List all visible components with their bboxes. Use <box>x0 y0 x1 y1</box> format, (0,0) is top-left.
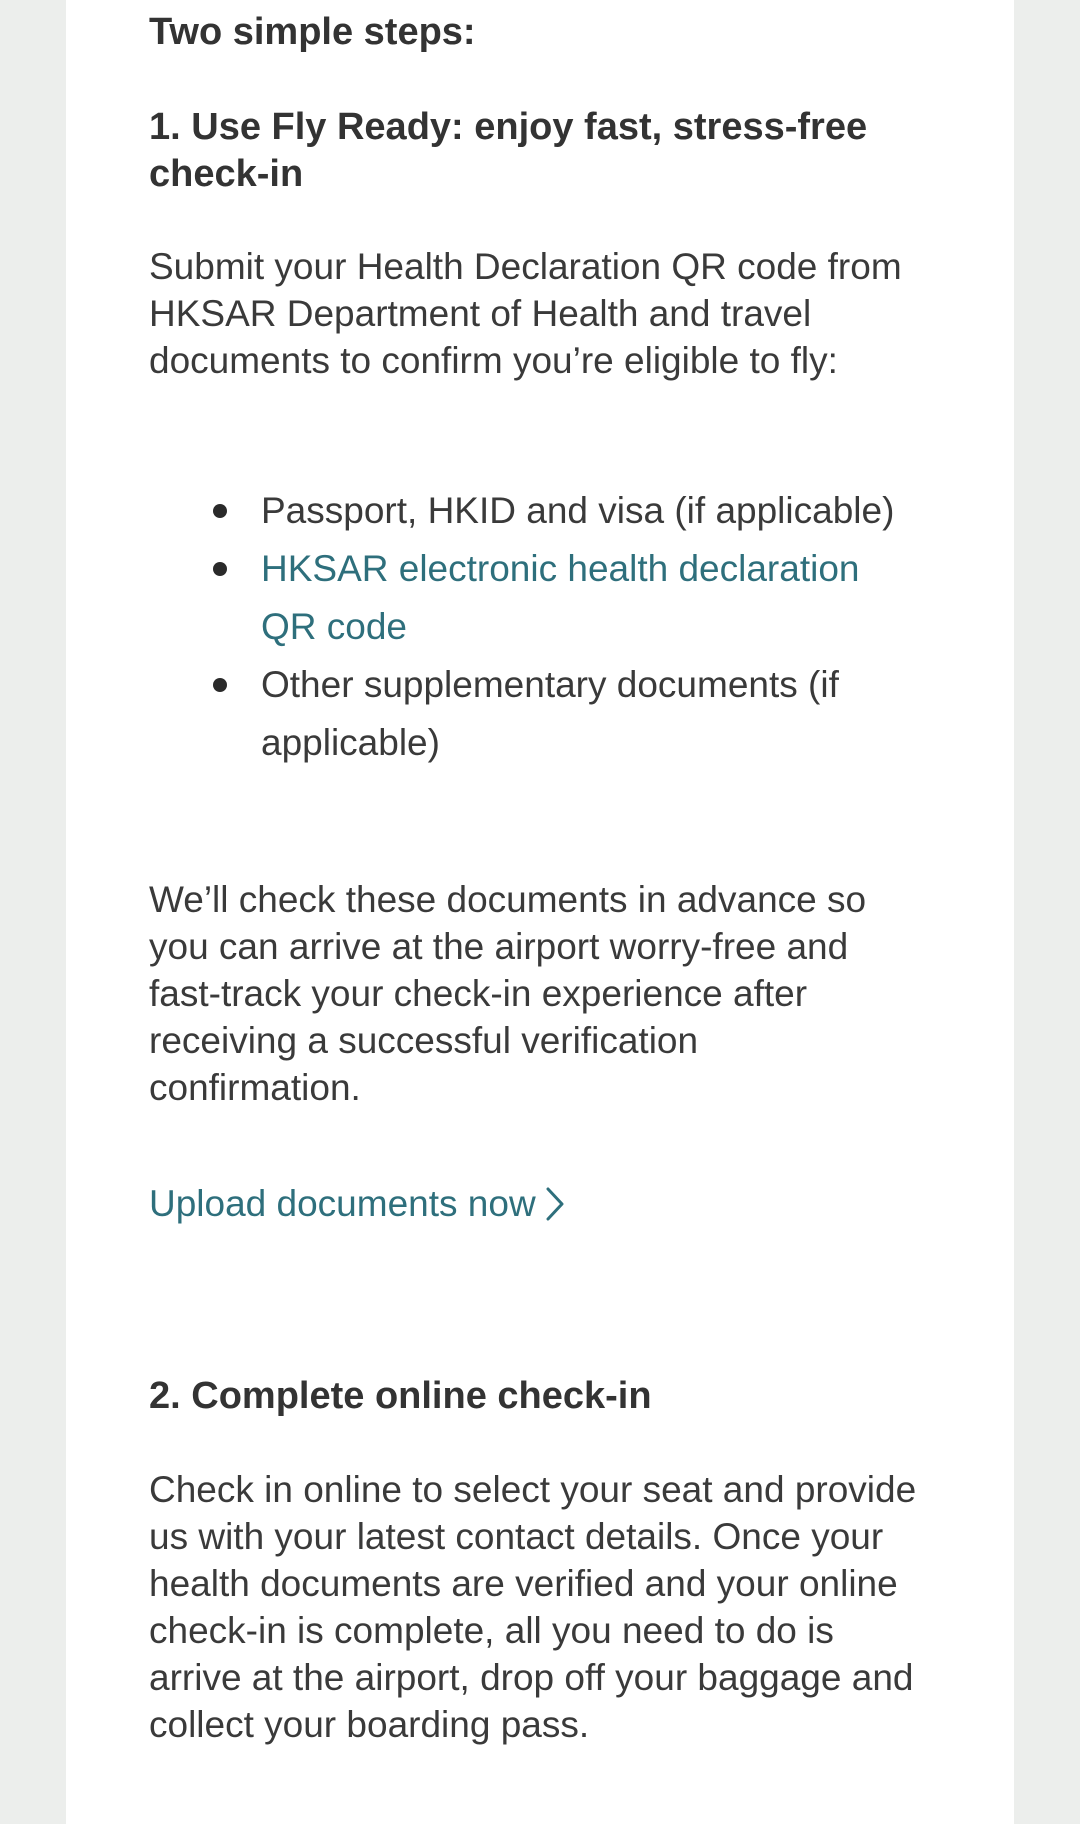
list-item <box>213 482 913 540</box>
document-supplementary: Other supplementary documents (if applicable) <box>261 664 839 763</box>
upload-documents-label: Upload documents now <box>149 1183 536 1224</box>
chevron-right-icon <box>546 1187 564 1221</box>
step-1-heading: 1. Use Fly Ready: enjoy fast, stress-free check-in <box>149 106 868 195</box>
intro-heading: Two simple steps: <box>149 11 476 53</box>
bullet-icon <box>213 678 227 692</box>
bullet-icon <box>213 504 227 518</box>
step-1-note: We’ll check these documents in advance so you can arrive at the airport worry-free and fast-track your check-in experience after receiving a successful verification confirmation. <box>149 879 867 1108</box>
step-1-description: Submit your Health Declaration QR code from HKSAR Department of Health and travel documents to confirm you’re eligible to fly: <box>149 246 902 381</box>
document-passport-hkid-visa: Passport, HKID and visa (if applicable) <box>261 490 895 531</box>
health-declaration-qr-link[interactable]: HKSAR electronic health declaration QR code <box>261 548 860 647</box>
required-documents-list <box>213 482 913 772</box>
step-2-heading: 2. Complete online check-in <box>149 1375 652 1417</box>
bullet-icon <box>213 562 227 576</box>
list-item <box>213 656 913 772</box>
list-item[interactable] <box>213 540 913 656</box>
step-2-description: Check in online to select your seat and provide us with your latest contact details. Once your health documents are verified and your online check-in is complete, all you need to do is arrive at the airport, drop off your baggage and collect your boarding pass. <box>149 1469 917 1745</box>
upload-documents-link[interactable] <box>149 1180 564 1228</box>
